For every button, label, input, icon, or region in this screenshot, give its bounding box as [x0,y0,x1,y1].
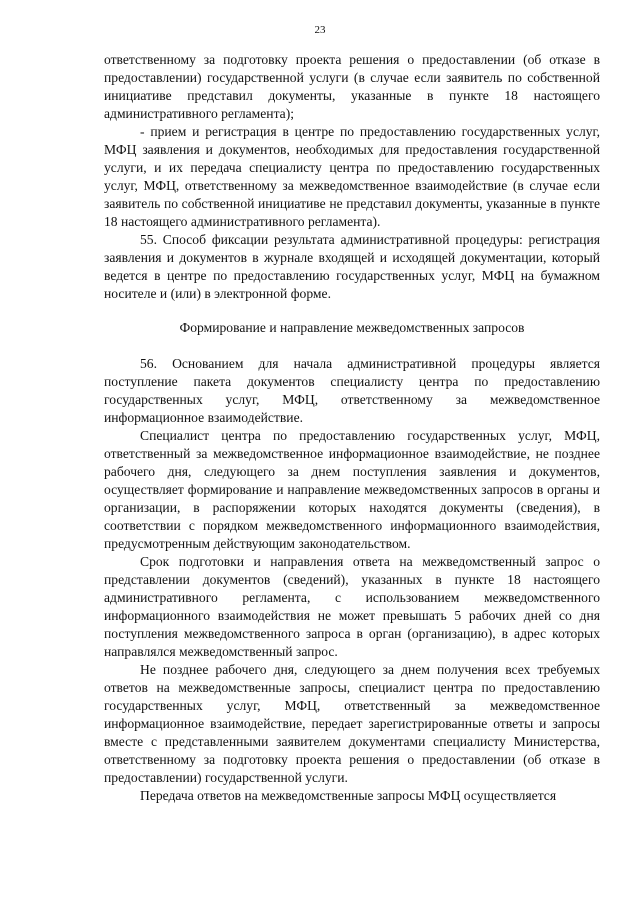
section-heading: Формирование и направление межведомственных запросов [179,320,525,335]
paragraph-deadline: Срок подготовки и направления ответа на межведомственный запрос о представлении документов (сведений), указанных в пункте 18 настоящего административного регламента, с использованием межведомственного информационного взаимодействия не может превышать 5 рабочих дней со дня поступления межведомственного запроса в орган (организацию), в адрес которых направлялся межведомственный запрос. [104,554,600,659]
paragraph-55: 55. Способ фиксации результата административной процедуры: регистрация заявления и документов в журнале входящей и исходящей документации, который ведется в центре по предоставлению государственных услуг, МФЦ на бумажном носителе и (или) в электронной форме. [104,232,600,301]
paragraph-list-item: - прием и регистрация в центре по предоставлению государственных услуг, МФЦ заявления и документов, необходимых для предоставления государственной услуги, и их передача специалисту центра по предоставлению государственных услуг, МФЦ, ответственному за межведомственное взаимодействие (в случае если заявитель по собственной инициативе не представил документы, указанные в пункте 18 настоящего административного регламента). [104,124,600,229]
paragraph-transfer: Не позднее рабочего дня, следующего за днем получения всех требуемых ответов на межведомственные запросы, специалист центра по предоставлению государственных услуг, МФЦ, ответственный за межведомственное информационное взаимодействие, передает зарегистрированные ответы и запросы вместе с представленными заявителем документами специалисту Министерства, ответственному за подготовку проекта решения о предоставлении (об отказе в предоставлении) государственной услуги. [104,662,600,785]
paragraph-continuation: ответственному за подготовку проекта решения о предоставлении (об отказе в предоставлении) государственной услуги (в случае если заявитель по собственной инициативе представил документы, указанные в пункте 18 настоящего административного регламента); [104,52,600,121]
paragraph-56: 56. Основанием для начала административной процедуры является поступление пакета документов специалисту центра по предоставлению государственных услуг, МФЦ, ответственному за межведомственное информационное взаимодействие. [104,356,600,425]
document-body [104,51,600,805]
paragraph-mfc-transfer: Передача ответов на межведомственные запросы МФЦ осуществляется [140,788,557,803]
paragraph-specialist: Специалист центра по предоставлению государственных услуг, МФЦ, ответственный за межведомственное информационное взаимодействие, не позднее рабочего дня, следующего за днем поступления заявления и документов, осуществляет формирование и направление межведомственных запросов в органы и организации, в распоряжении которых находятся документы (сведения), в соответствии с порядком межведомственного информационного взаимодействия, предусмотренным действующим законодательством. [104,428,600,551]
page-number: 23 [314,24,326,36]
